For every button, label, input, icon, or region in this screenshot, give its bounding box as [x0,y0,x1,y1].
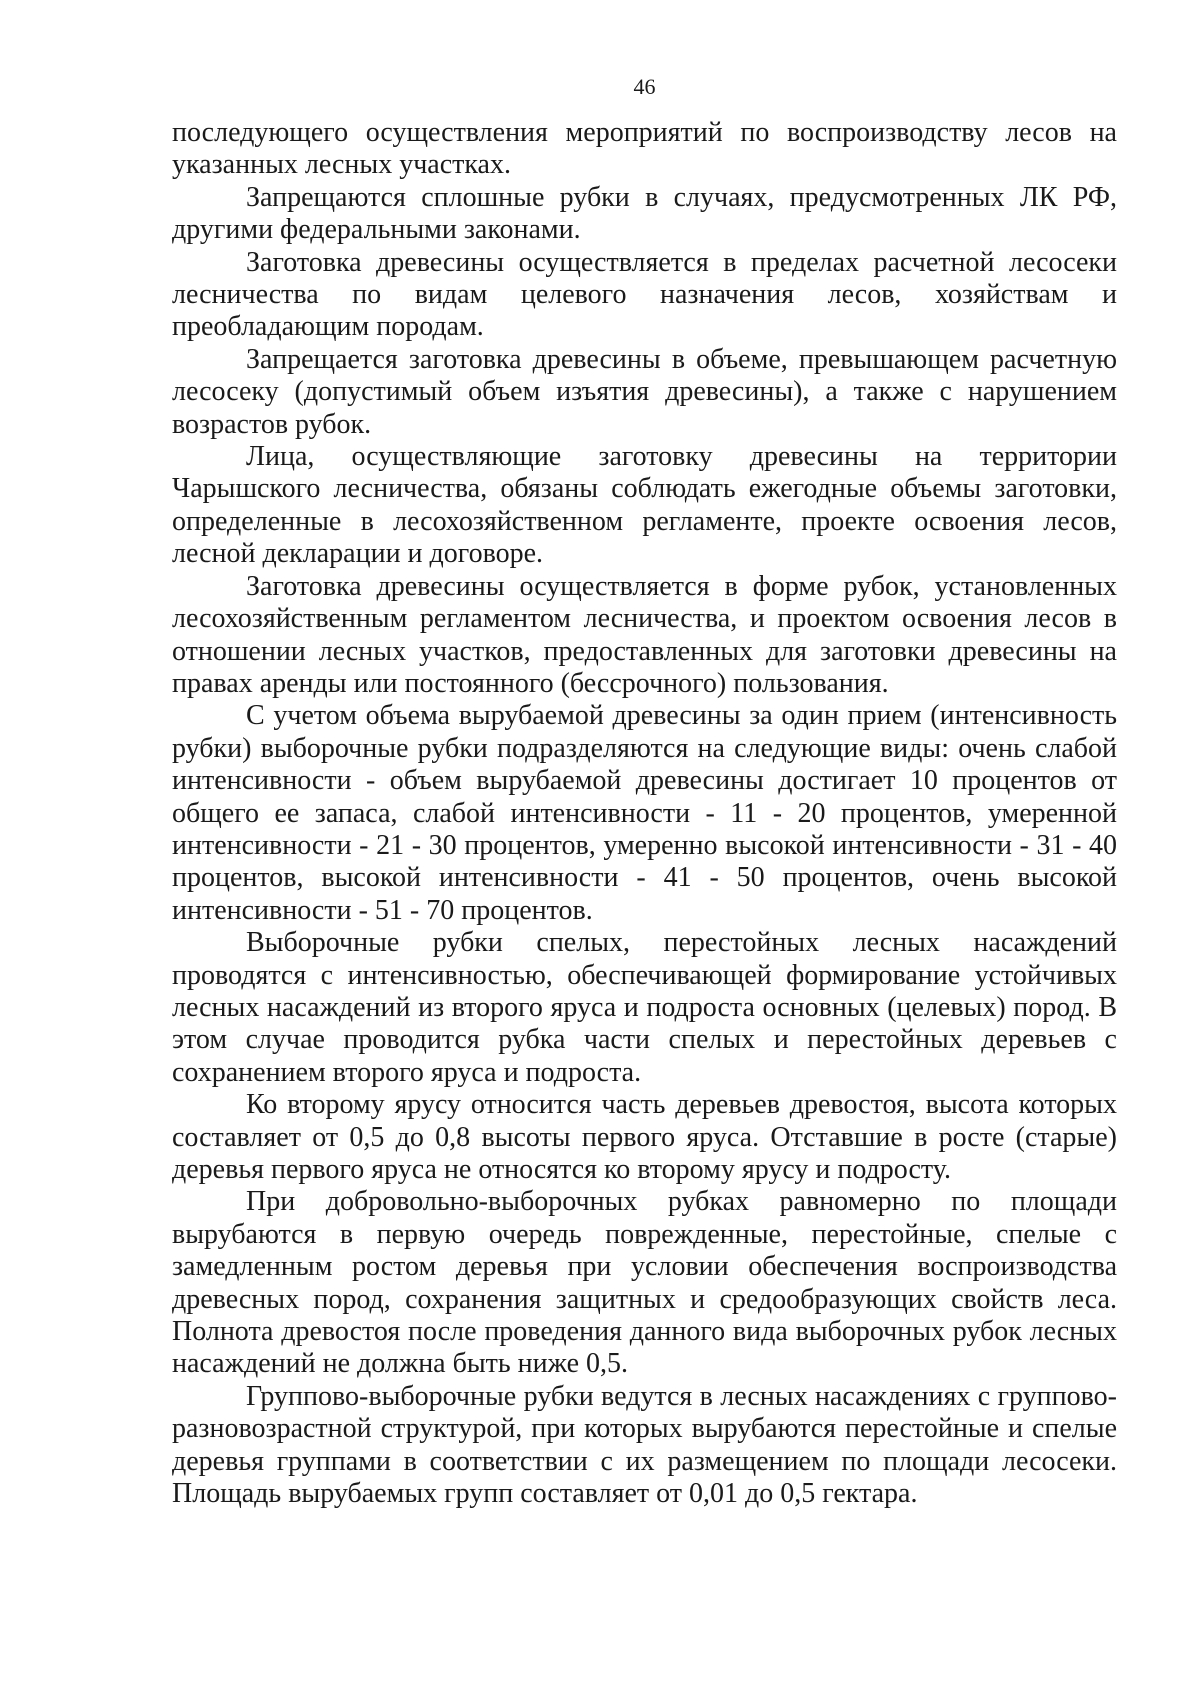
paragraph-harvest-limits: Заготовка древесины осуществляется в пределах расчетной лесосеки лесничества по видам целевого назначения лесов, хозяйствам и преобладающим породам. [172,246,1117,343]
paragraph-harvest-forms: Заготовка древесины осуществляется в форме рубок, установленных лесохозяйственным регламентом лесничества, и проектом освоения лесов в отношении лесных участков, предоставленных для заготовки древесины на правах аренды или постоянного (бессрочного) пользования. [172,570,1117,699]
paragraph-excess-harvest-ban: Запрещается заготовка древесины в объеме, превышающем расчетную лесосеку (допустимый объем изъятия древесины), а также с нарушением возрастов рубок. [172,343,1117,440]
document-body [172,117,1117,1510]
paragraph-continuation: последующего осуществления мероприятий по воспроизводству лесов на указанных лесных участках. [172,117,1117,181]
paragraph-intensity-types: С учетом объема вырубаемой древесины за один прием (интенсивность рубки) выборочные рубки подразделяются на следующие виды: очень слабой интенсивности - объем вырубаемой древесины достигает 10 процентов от общего ее запаса, слабой интенсивности - 11 - 20 процентов, умеренной интенсивности - 21 - 30 процентов, умеренно высокой интенсивности - 31 - 40 процентов, высокой интенсивности - 41 - 50 процентов, очень высокой интенсивности - 51 - 70 процентов. [172,700,1117,926]
paragraph-clearcut-ban: Запрещаются сплошные рубки в случаях, предусмотренных ЛК РФ, другими федеральными законами. [172,181,1117,246]
paragraph-second-tier: Ко второму ярусу относится часть деревьев древостоя, высота которых составляет от 0,5 до 0,8 высоты первого яруса. Отставшие в росте (старые) деревья первого яруса не относятся ко второму ярусу и подросту. [172,1089,1117,1185]
paragraph-group-selective: Группово-выборочные рубки ведутся в лесных насаждениях с группово-разновозрастной структурой, при которых вырубаются перестойные и спелые деревья группами в соответствии с их размещением по площади лесосеки. Площадь вырубаемых групп составляет от 0,01 до 0,5 гектара. [172,1380,1117,1510]
page-number: 46 [633,74,656,99]
paragraph-selective-cutting: Выборочные рубки спелых, перестойных лесных насаждений проводятся с интенсивностью, обеспечивающей формирование устойчивых лесных насаждений из второго яруса и подроста основных (целевых) пород. В этом случае проводится рубка части спелых и перестойных деревьев с сохранением второго яруса и подроста. [172,927,1117,1088]
paragraph-voluntary-selective: При добровольно-выборочных рубках равномерно по площади вырубаются в первую очередь поврежденные, перестойные, спелые с замедленным ростом деревья при условии обеспечения воспроизводства древесных пород, сохранения защитных и средообразующих свойств леса. Полнота древостоя после проведения данного вида выборочных рубок лесных насаждений не должна быть ниже 0,5. [172,1186,1117,1380]
paragraph-harvester-obligations: Лица, осуществляющие заготовку древесины на территории Чарышского лесничества, обязаны соблюдать ежегодные объемы заготовки, определенные в лесохозяйственном регламенте, проекте освоения лесов, лесной декларации и договоре. [172,441,1117,570]
